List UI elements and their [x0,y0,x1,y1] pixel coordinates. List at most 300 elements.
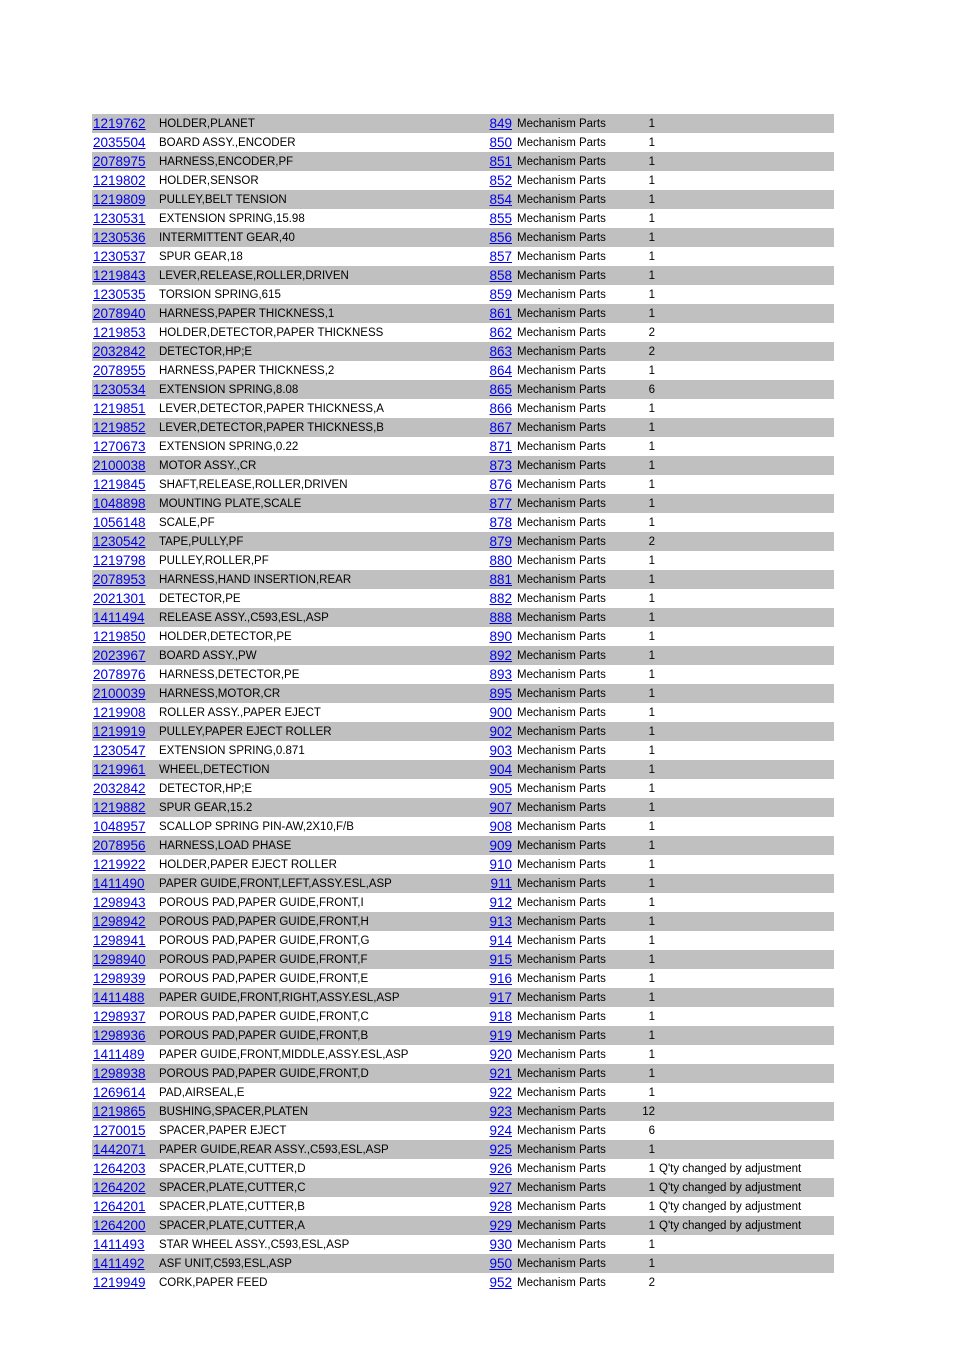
ref-number-cell [488,836,512,855]
part-number-link[interactable]: 1230534 [93,381,146,397]
description-cell [159,646,488,665]
part-number-cell [92,494,159,513]
ref-number-link[interactable]: 895 [489,685,512,701]
part-number-link[interactable]: 1219850 [93,628,146,644]
description-cell [159,570,488,589]
part-number-link[interactable]: 1264203 [93,1160,146,1176]
ref-number-link[interactable]: 911 [490,875,512,891]
part-number-link[interactable]: 1219843 [93,267,146,283]
part-number-link[interactable]: 1219853 [93,324,146,340]
table-row [92,1007,834,1026]
part-number-link[interactable]: 2023967 [93,647,146,663]
ref-number-link[interactable]: 909 [489,837,512,853]
table-row [92,114,834,133]
note-cell [655,798,834,817]
ref-number-cell [488,931,512,950]
note-cell [655,152,834,171]
description-text: HOLDER,DETECTOR,PE [159,631,292,643]
part-number-cell [92,741,159,760]
quantity-cell [636,1216,655,1235]
quantity-cell [636,1121,655,1140]
part-number-link[interactable]: 1219908 [93,704,146,720]
ref-number-link[interactable]: 916 [489,970,512,986]
part-number-link[interactable]: 2078940 [93,305,146,321]
quantity-cell [636,114,655,133]
part-number-cell [92,133,159,152]
note-cell [655,551,834,570]
description-text: HARNESS,MOTOR,CR [159,688,281,700]
ref-number-link[interactable]: 862 [489,324,512,340]
part-number-link[interactable]: 1442071 [93,1141,146,1157]
note-cell [655,665,834,684]
ref-number-link[interactable]: 923 [489,1103,512,1119]
description-cell [159,1254,488,1273]
category-text: Mechanism Parts [517,954,606,966]
category-cell [512,437,636,456]
category-cell [512,836,636,855]
ref-number-link[interactable]: 865 [489,381,512,397]
part-number-link[interactable]: 1230536 [93,229,146,245]
part-number-cell [92,551,159,570]
part-number-link[interactable]: 1298937 [93,1008,146,1024]
ref-number-link[interactable]: 903 [489,742,512,758]
ref-number-link[interactable]: 882 [489,590,512,606]
quantity-cell [636,342,655,361]
category-cell [512,304,636,323]
note-cell [655,494,834,513]
ref-number-cell [488,532,512,551]
part-number-link[interactable]: 2100038 [93,457,146,473]
note-text [655,1106,659,1118]
table-row [92,437,834,456]
ref-number-link[interactable]: 907 [489,799,512,815]
description-text: SCALE,PF [159,517,215,529]
ref-number-link[interactable]: 910 [489,856,512,872]
quantity-cell [636,133,655,152]
part-number-link[interactable]: 1269614 [93,1084,146,1100]
category-cell [512,1045,636,1064]
category-text: Mechanism Parts [517,422,606,434]
category-cell [512,456,636,475]
note-text [655,992,659,1004]
part-number-link[interactable]: 1230547 [93,742,146,758]
category-cell [512,779,636,798]
quantity-text: 1 [648,897,655,909]
description-cell [159,912,488,931]
description-cell [159,285,488,304]
quantity-cell [636,266,655,285]
ref-number-link[interactable]: 908 [489,818,512,834]
ref-number-cell [488,1026,512,1045]
quantity-cell [636,418,655,437]
ref-number-link[interactable]: 925 [489,1141,512,1157]
table-row [92,1140,834,1159]
part-number-cell [92,608,159,627]
category-text: Mechanism Parts [517,669,606,681]
ref-number-link[interactable]: 914 [489,932,512,948]
part-number-cell [92,171,159,190]
ref-number-link[interactable]: 856 [489,229,512,245]
part-number-link[interactable]: 2035504 [93,134,146,150]
ref-number-link[interactable]: 879 [489,533,512,549]
note-cell [655,646,834,665]
quantity-text: 2 [648,327,655,339]
part-number-link[interactable]: 1219802 [93,172,146,188]
quantity-cell [636,760,655,779]
note-cell [655,399,834,418]
quantity-text: 6 [648,384,655,396]
ref-number-link[interactable]: 854 [489,191,512,207]
quantity-text: 6 [648,1125,655,1137]
quantity-text: 1 [648,1049,655,1061]
ref-number-link[interactable]: 930 [489,1236,512,1252]
ref-number-link[interactable]: 918 [489,1008,512,1024]
part-number-link[interactable]: 1048957 [93,818,146,834]
part-number-link[interactable]: 2032842 [93,780,146,796]
ref-number-link[interactable]: 921 [489,1065,512,1081]
ref-number-link[interactable]: 890 [489,628,512,644]
quantity-cell [636,950,655,969]
part-number-cell [92,893,159,912]
description-cell [159,1197,488,1216]
part-number-cell [92,969,159,988]
description-cell [159,836,488,855]
category-text: Mechanism Parts [517,251,606,263]
quantity-text: 1 [648,1011,655,1023]
table-row [92,665,834,684]
part-number-cell [92,532,159,551]
part-number-link[interactable]: 1219852 [93,419,146,435]
note-text [655,1087,659,1099]
ref-number-link[interactable]: 876 [489,476,512,492]
ref-number-cell [488,1064,512,1083]
ref-number-link[interactable]: 852 [489,172,512,188]
ref-number-link[interactable]: 904 [489,761,512,777]
ref-number-cell [488,1045,512,1064]
part-number-link[interactable]: 1230531 [93,210,146,226]
note-text [655,1125,659,1137]
part-number-link[interactable]: 2021301 [93,590,146,606]
part-number-link[interactable]: 2078953 [93,571,146,587]
ref-number-link[interactable]: 859 [489,286,512,302]
category-cell [512,950,636,969]
description-text: EXTENSION SPRING,15.98 [159,213,305,225]
ref-number-link[interactable]: 905 [489,780,512,796]
part-number-cell [92,209,159,228]
quantity-cell [636,912,655,931]
description-cell [159,114,488,133]
part-number-link[interactable]: 1264200 [93,1217,146,1233]
part-number-cell [92,190,159,209]
ref-number-link[interactable]: 858 [489,267,512,283]
quantity-cell [636,1064,655,1083]
part-number-link[interactable]: 1230535 [93,286,146,302]
part-number-link[interactable]: 1411489 [93,1046,145,1062]
category-cell [512,798,636,817]
ref-number-link[interactable]: 913 [489,913,512,929]
ref-number-cell [488,513,512,532]
ref-number-cell [488,1121,512,1140]
note-text [655,612,659,624]
note-text [655,365,659,377]
quantity-cell [636,988,655,1007]
quantity-text: 1 [648,1182,655,1194]
note-cell [655,190,834,209]
ref-number-link[interactable]: 929 [489,1217,512,1233]
part-number-link[interactable]: 1219798 [93,552,146,568]
part-number-link[interactable]: 1219961 [93,761,146,777]
description-text: WHEEL,DETECTION [159,764,270,776]
ref-number-link[interactable]: 881 [489,571,512,587]
description-text: SPUR GEAR,18 [159,251,243,263]
quantity-cell [636,1159,655,1178]
ref-number-link[interactable]: 920 [489,1046,512,1062]
description-cell [159,874,488,893]
ref-number-link[interactable]: 855 [489,210,512,226]
part-number-link[interactable]: 1298942 [93,913,146,929]
note-text [655,1258,659,1270]
description-cell [159,323,488,342]
category-cell [512,1064,636,1083]
ref-number-link[interactable]: 850 [489,134,512,150]
part-number-link[interactable]: 2100039 [93,685,146,701]
note-text [655,745,659,757]
ref-number-link[interactable]: 873 [489,457,512,473]
note-text [655,1068,659,1080]
ref-number-link[interactable]: 912 [489,894,512,910]
table-row [92,190,834,209]
note-cell [655,342,834,361]
ref-number-link[interactable]: 922 [489,1084,512,1100]
description-cell [159,760,488,779]
ref-number-cell [488,1178,512,1197]
note-text [655,593,659,605]
quantity-cell [636,589,655,608]
ref-number-link[interactable]: 950 [489,1255,512,1271]
category-cell [512,323,636,342]
description-text: STAR WHEEL ASSY.,C593,ESL,ASP [159,1239,350,1251]
description-text: TORSION SPRING,615 [159,289,281,301]
note-cell [655,532,834,551]
table-row [92,399,834,418]
quantity-cell [636,817,655,836]
description-cell [159,152,488,171]
note-text [655,1239,659,1251]
part-number-link[interactable]: 1219851 [93,400,146,416]
part-number-link[interactable]: 2078976 [93,666,146,682]
ref-number-link[interactable]: 857 [489,248,512,264]
description-text: SPACER,PLATE,CUTTER,C [159,1182,306,1194]
part-number-link[interactable]: 1219845 [93,476,146,492]
part-number-link[interactable]: 1411493 [93,1236,145,1252]
ref-number-link[interactable]: 952 [489,1274,512,1290]
ref-number-link[interactable]: 924 [489,1122,512,1138]
part-number-link[interactable]: 1270673 [93,438,146,454]
quantity-cell [636,1045,655,1064]
ref-number-link[interactable]: 878 [489,514,512,530]
ref-number-cell [488,323,512,342]
part-number-link[interactable]: 1219919 [93,723,146,739]
ref-number-link[interactable]: 888 [489,609,512,625]
category-text: Mechanism Parts [517,555,606,567]
note-cell [655,361,834,380]
part-number-link[interactable]: 1298939 [93,970,146,986]
part-number-cell [92,779,159,798]
part-number-link[interactable]: 1298936 [93,1027,146,1043]
note-text [655,935,659,947]
table-row [92,1102,834,1121]
quantity-cell [636,1273,655,1292]
quantity-cell [636,1178,655,1197]
quantity-text: 1 [648,479,655,491]
part-number-link[interactable]: 1298940 [93,951,146,967]
note-cell [655,760,834,779]
description-cell [159,551,488,570]
category-text: Mechanism Parts [517,403,606,415]
ref-number-link[interactable]: 849 [489,115,512,131]
ref-number-link[interactable]: 864 [489,362,512,378]
description-text: DETECTOR,PE [159,593,241,605]
note-text [655,707,659,719]
part-number-link[interactable]: 1219865 [93,1103,146,1119]
ref-number-link[interactable]: 893 [489,666,512,682]
quantity-cell [636,323,655,342]
ref-number-cell [488,1254,512,1273]
description-cell [159,722,488,741]
part-number-link[interactable]: 1298941 [93,932,146,948]
part-number-link[interactable]: 1298938 [93,1065,146,1081]
part-number-link[interactable]: 1411494 [93,609,145,625]
category-text: Mechanism Parts [517,992,606,1004]
ref-number-link[interactable]: 926 [489,1160,512,1176]
part-number-cell [92,874,159,893]
note-text [655,916,659,928]
category-text: Mechanism Parts [517,270,606,282]
category-cell [512,665,636,684]
part-number-link[interactable]: 2078956 [93,837,146,853]
ref-number-link[interactable]: 867 [489,419,512,435]
category-text: Mechanism Parts [517,821,606,833]
part-number-link[interactable]: 1411492 [93,1255,145,1271]
description-cell [159,532,488,551]
description-text: ASF UNIT,C593,ESL,ASP [159,1258,292,1270]
ref-number-link[interactable]: 900 [489,704,512,720]
ref-number-link[interactable]: 877 [489,495,512,511]
description-text: CORK,PAPER FEED [159,1277,268,1289]
note-text [655,1011,659,1023]
part-number-link[interactable]: 1219922 [93,856,146,872]
part-number-link[interactable]: 1270015 [93,1122,146,1138]
part-number-cell [92,380,159,399]
part-number-link[interactable]: 2078955 [93,362,146,378]
description-text: MOUNTING PLATE,SCALE [159,498,302,510]
part-number-link[interactable]: 1219809 [93,191,146,207]
quantity-text: 2 [648,1277,655,1289]
quantity-cell [636,1083,655,1102]
part-number-link[interactable]: 1230537 [93,248,146,264]
ref-number-link[interactable]: 892 [489,647,512,663]
part-number-link[interactable]: 1264202 [93,1179,146,1195]
description-text: HARNESS,DETECTOR,PE [159,669,300,681]
category-cell [512,969,636,988]
ref-number-link[interactable]: 866 [489,400,512,416]
ref-number-link[interactable]: 915 [489,951,512,967]
description-text: LEVER,DETECTOR,PAPER THICKNESS,B [159,422,384,434]
ref-number-link[interactable]: 880 [489,552,512,568]
part-number-cell [92,304,159,323]
quantity-text: 1 [648,726,655,738]
description-text: ROLLER ASSY.,PAPER EJECT [159,707,321,719]
part-number-cell [92,247,159,266]
category-text: Mechanism Parts [517,1277,606,1289]
category-cell [512,703,636,722]
quantity-cell [636,874,655,893]
description-cell [159,456,488,475]
part-number-link[interactable]: 1219882 [93,799,146,815]
table-row [92,551,834,570]
part-number-link[interactable]: 1264201 [93,1198,146,1214]
part-number-link[interactable]: 1056148 [93,514,146,530]
description-cell [159,627,488,646]
description-cell [159,931,488,950]
category-text: Mechanism Parts [517,1163,606,1175]
part-number-link[interactable]: 1048898 [93,495,146,511]
ref-number-cell [488,342,512,361]
ref-number-link[interactable]: 863 [489,343,512,359]
part-number-link[interactable]: 1298943 [93,894,146,910]
quantity-cell [636,684,655,703]
note-text [655,973,659,985]
ref-number-link[interactable]: 917 [489,989,512,1005]
ref-number-cell [488,589,512,608]
ref-number-cell [488,304,512,323]
note-cell [655,589,834,608]
category-cell [512,722,636,741]
note-cell [655,1216,834,1235]
description-cell [159,969,488,988]
note-text: Q'ty changed by adjustment [659,1182,802,1194]
part-number-link[interactable]: 1230542 [93,533,146,549]
ref-number-link[interactable]: 851 [489,153,512,169]
part-number-link[interactable]: 1219762 [93,115,146,131]
part-number-link[interactable]: 2078975 [93,153,146,169]
note-cell [655,228,834,247]
ref-number-link[interactable]: 861 [489,305,512,321]
part-number-cell [92,931,159,950]
part-number-cell [92,475,159,494]
ref-number-link[interactable]: 928 [489,1198,512,1214]
category-text: Mechanism Parts [517,365,606,377]
ref-number-link[interactable]: 871 [489,438,512,454]
ref-number-cell [488,874,512,893]
category-text: Mechanism Parts [517,688,606,700]
part-number-link[interactable]: 1411488 [93,989,145,1005]
ref-number-link[interactable]: 927 [489,1179,512,1195]
description-cell [159,228,488,247]
category-text: Mechanism Parts [517,479,606,491]
ref-number-link[interactable]: 919 [489,1027,512,1043]
note-text [655,118,659,130]
table-row [92,285,834,304]
quantity-cell [636,437,655,456]
table-row [92,798,834,817]
quantity-text: 12 [642,1106,655,1118]
part-number-link[interactable]: 2032842 [93,343,146,359]
part-number-link[interactable]: 1219949 [93,1274,146,1290]
note-cell [655,171,834,190]
ref-number-link[interactable]: 902 [489,723,512,739]
part-number-link[interactable]: 1411490 [93,875,145,891]
